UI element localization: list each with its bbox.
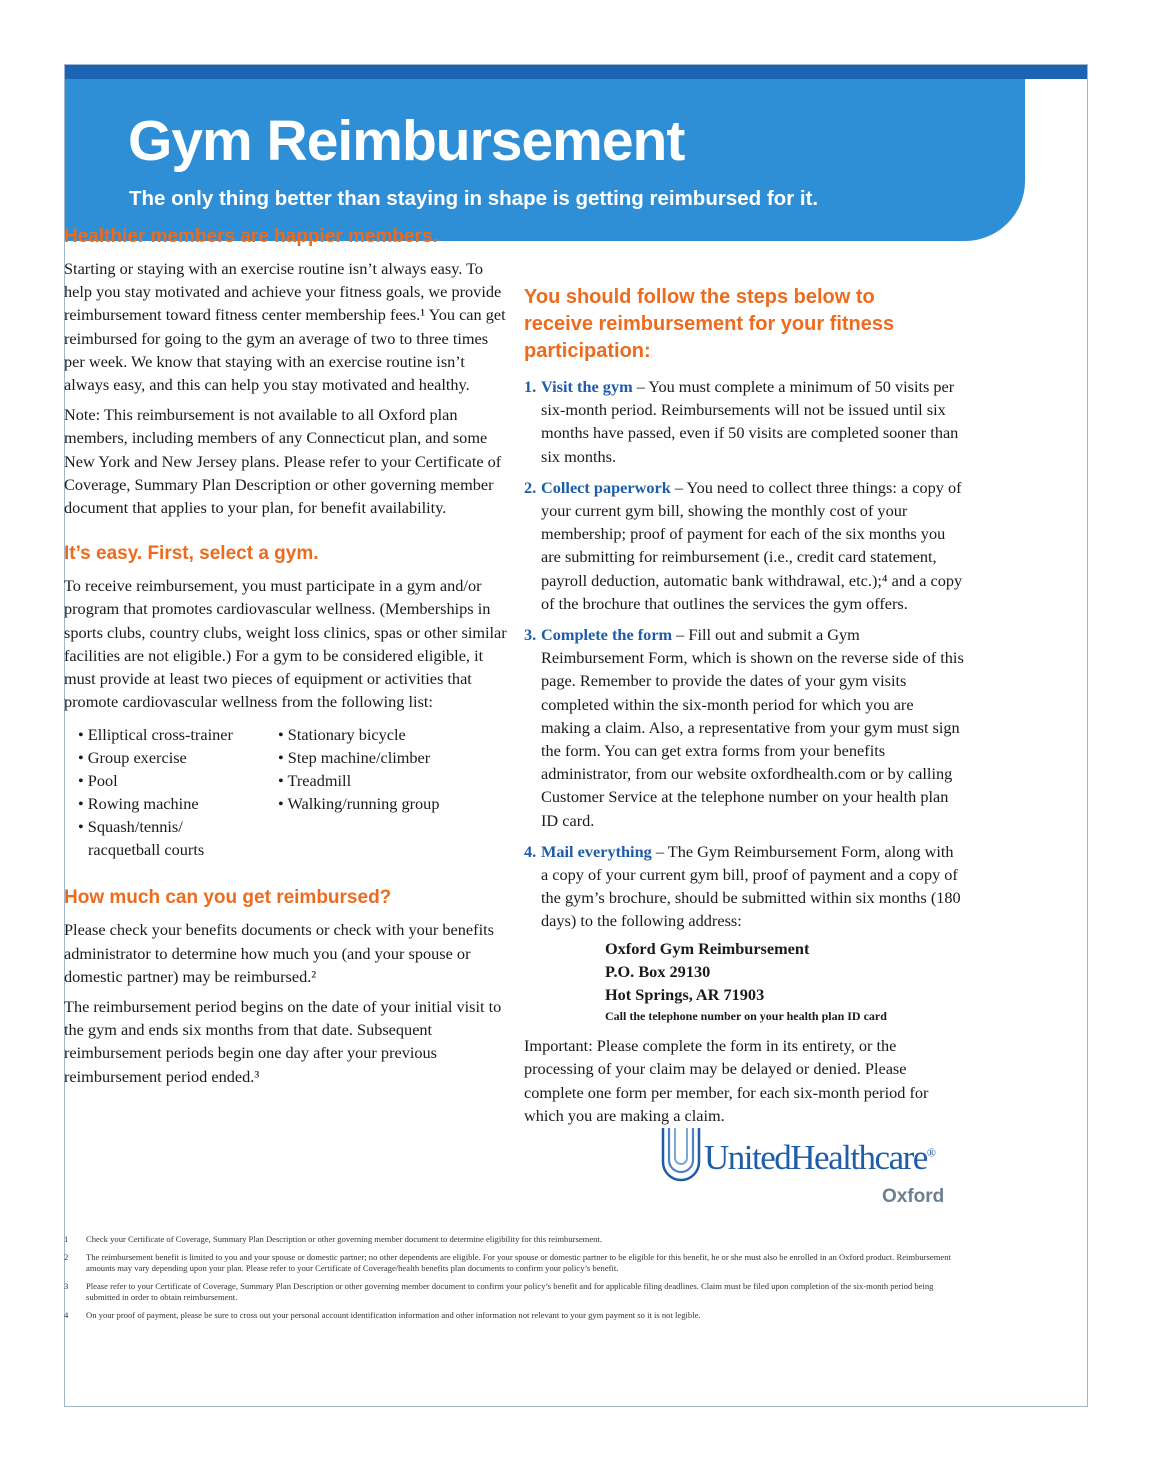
step-title: Visit the gym bbox=[541, 377, 633, 396]
important-paragraph: Important: Please complete the form in its entirety, or the processing of your claim may be delayed or denied. Please complete one form per member, for each six-month period for which you are making a claim. bbox=[524, 1036, 929, 1125]
step-text: – You need to collect three things: a copy of your current gym bill, showing the monthly cost of your membership; proof of payment for each of the six months you are submitting for reimbursement (i.e., credit card statement, payroll deduction, automatic bank withdrawal, etc.);⁴ and a copy of the brochure that outlines the services the gym offers. bbox=[541, 477, 963, 613]
intro-paragraph: Starting or staying with an exercise routine isn’t always easy. To help you stay motivated and achieve your fitness goals, we provide reimbursement toward fitness center membership fees.¹ You can get reimbursed for going to the gym an average of two to three times per week. We know that staying with an exercise routine isn’t always easy, and this can help you stay motivated and healthy. bbox=[64, 259, 506, 395]
header-banner bbox=[65, 79, 1025, 241]
list-item: • Rowing machine bbox=[64, 792, 264, 815]
step-title: Collect paperwork bbox=[541, 477, 671, 497]
step-visit-gym bbox=[524, 375, 964, 468]
unitedhealthcare-logo bbox=[660, 1120, 960, 1216]
address-line: P.O. Box 29130 bbox=[605, 961, 711, 981]
footnotes bbox=[64, 1234, 964, 1327]
note-paragraph: Note: This reimbursement is not available to all Oxford plan members, including members of any Connecticut plan, and some New York and New Jersey plans. Please refer to your Certificate of Coverage, Summary Plan Description or other governing member document that applies to your plan, for benefit availability. bbox=[64, 405, 502, 518]
list-item: • Group exercise bbox=[64, 746, 264, 769]
list-item: • Stationary bicycle bbox=[264, 723, 494, 746]
step-number: 4. bbox=[524, 841, 537, 861]
footnote-text: The reimbursement benefit is limited to you and your spouse or domestic partner; no other dependents are eligible. For your spouse or domestic partner to be eligible for this benefit, he or she must also be enrolled in an Oxford product. Reimbursement amounts may vary depending upon your plan. Please refer to your Certificate of Coverage/health benefits plan documents to confirm your policy’s benefit. bbox=[86, 1251, 951, 1273]
address-line: Oxford Gym Reimbursement bbox=[605, 938, 810, 958]
list-item: • Pool bbox=[64, 769, 264, 792]
list-item: • Walking/running group bbox=[264, 792, 494, 815]
address-line: Hot Springs, AR 71903 bbox=[605, 985, 765, 1005]
footnote bbox=[64, 1252, 964, 1275]
list-item: • Elliptical cross-trainer bbox=[64, 723, 264, 746]
heading-healthier-members: Healthier members are happier members. bbox=[64, 226, 438, 247]
footnote-mark: 4 bbox=[64, 1309, 69, 1320]
step-title: Complete the form bbox=[541, 625, 673, 645]
page-tagline: The only thing better than staying in shape is getting reimbursed for it. bbox=[129, 187, 819, 210]
left-column bbox=[64, 224, 508, 1088]
heading-select-gym: It’s easy. First, select a gym. bbox=[64, 543, 319, 565]
step-text: – You must complete a minimum of 50 visits per six-month period. Reimbursements will not be issued until six months have passed, even if 50 visits are completed sooner than six months. bbox=[541, 377, 959, 466]
footnote-text: Please refer to your Certificate of Coverage, Summary Plan Description or other governing member document to confirm your policy’s benefit and for applicable filing deadlines. Claim must be filed upon completion of the six-month period being submitted in order to obtain reimbursement. bbox=[86, 1280, 934, 1302]
page-title: Gym Reimbursement bbox=[128, 109, 685, 173]
right-column bbox=[524, 284, 964, 1127]
heading-how-much: How much can you get reimbursed? bbox=[64, 887, 392, 909]
period-paragraph: The reimbursement period begins on the date of your initial visit to the gym and ends six months from that date. Subsequent reimbursement periods begin one day after your previous reimbursement period ended.³ bbox=[64, 997, 502, 1086]
top-accent-bar bbox=[65, 65, 1087, 79]
u-shield-icon bbox=[660, 1126, 702, 1190]
list-item: • Treadmill bbox=[264, 769, 494, 792]
footnote-mark: 3 bbox=[64, 1280, 69, 1291]
step-title: Mail everything bbox=[541, 841, 652, 861]
footnote-text: On your proof of payment, please be sure to cross out your personal account identification information and other information not relevant to your gym payment so it is not legible. bbox=[86, 1309, 701, 1320]
heading-steps: You should follow the steps below to receive reimbursement for your fitness participation: bbox=[524, 286, 895, 362]
logo-subbrand: Oxford bbox=[882, 1186, 945, 1207]
step-number: 1. bbox=[524, 377, 537, 396]
select-gym-paragraph: To receive reimbursement, you must participate in a gym and/or program that promotes cardiovascular wellness. (Memberships in sports clubs, country clubs, weight loss clinics, spas or other similar facilities are not eligible.) For a gym to be considered eligible, it must provide at least two pieces of equipment or activities that promote cardiovascular wellness from the following list: bbox=[64, 576, 507, 712]
step-mail-everything bbox=[524, 840, 964, 1026]
step-collect-paperwork bbox=[524, 476, 964, 615]
how-much-paragraph: Please check your benefits documents or check with your benefits administrator to determine how much you (and your spouse or domestic partner) may be reimbursed.² bbox=[64, 920, 494, 986]
mailing-address bbox=[605, 937, 964, 1027]
footnote bbox=[64, 1234, 964, 1246]
list-item: • Squash/tennis/ racquetball courts bbox=[64, 815, 238, 861]
step-number: 3. bbox=[524, 625, 537, 645]
step-complete-form bbox=[524, 623, 964, 832]
footnote-text: Check your Certificate of Coverage, Summary Plan Description or other governing member document to determine eligibility for this reimbursement. bbox=[86, 1234, 602, 1244]
address-note: Call the telephone number on your health plan ID card bbox=[605, 1009, 887, 1024]
footnote bbox=[64, 1310, 964, 1322]
equipment-list bbox=[64, 723, 508, 861]
logo-wordmark: UnitedHealthcare® bbox=[704, 1138, 935, 1177]
steps-list bbox=[524, 375, 964, 1026]
step-text: – Fill out and submit a Gym Reimbursement Form, which is shown on the reverse side of this page. Remember to provide the dates of your gym visits completed within the six-month period for which you are making a claim. Also, a representative from your gym must sign the form. You can get extra forms from your benefits administrator, from our website oxfordhealth.com or by calling Customer Service at the telephone number on your health plan ID card. bbox=[541, 625, 964, 830]
footnote-mark: 1 bbox=[64, 1234, 69, 1244]
footnote-mark: 2 bbox=[64, 1251, 69, 1262]
footnote bbox=[64, 1281, 964, 1304]
list-item: • Step machine/climber bbox=[264, 746, 494, 769]
step-number: 2. bbox=[524, 477, 537, 497]
step-text: – The Gym Reimbursement Form, along with a copy of your current gym bill, proof of payment and a copy of the gym’s brochure, should be submitted within six months (180 days) to the following address: bbox=[541, 841, 961, 931]
